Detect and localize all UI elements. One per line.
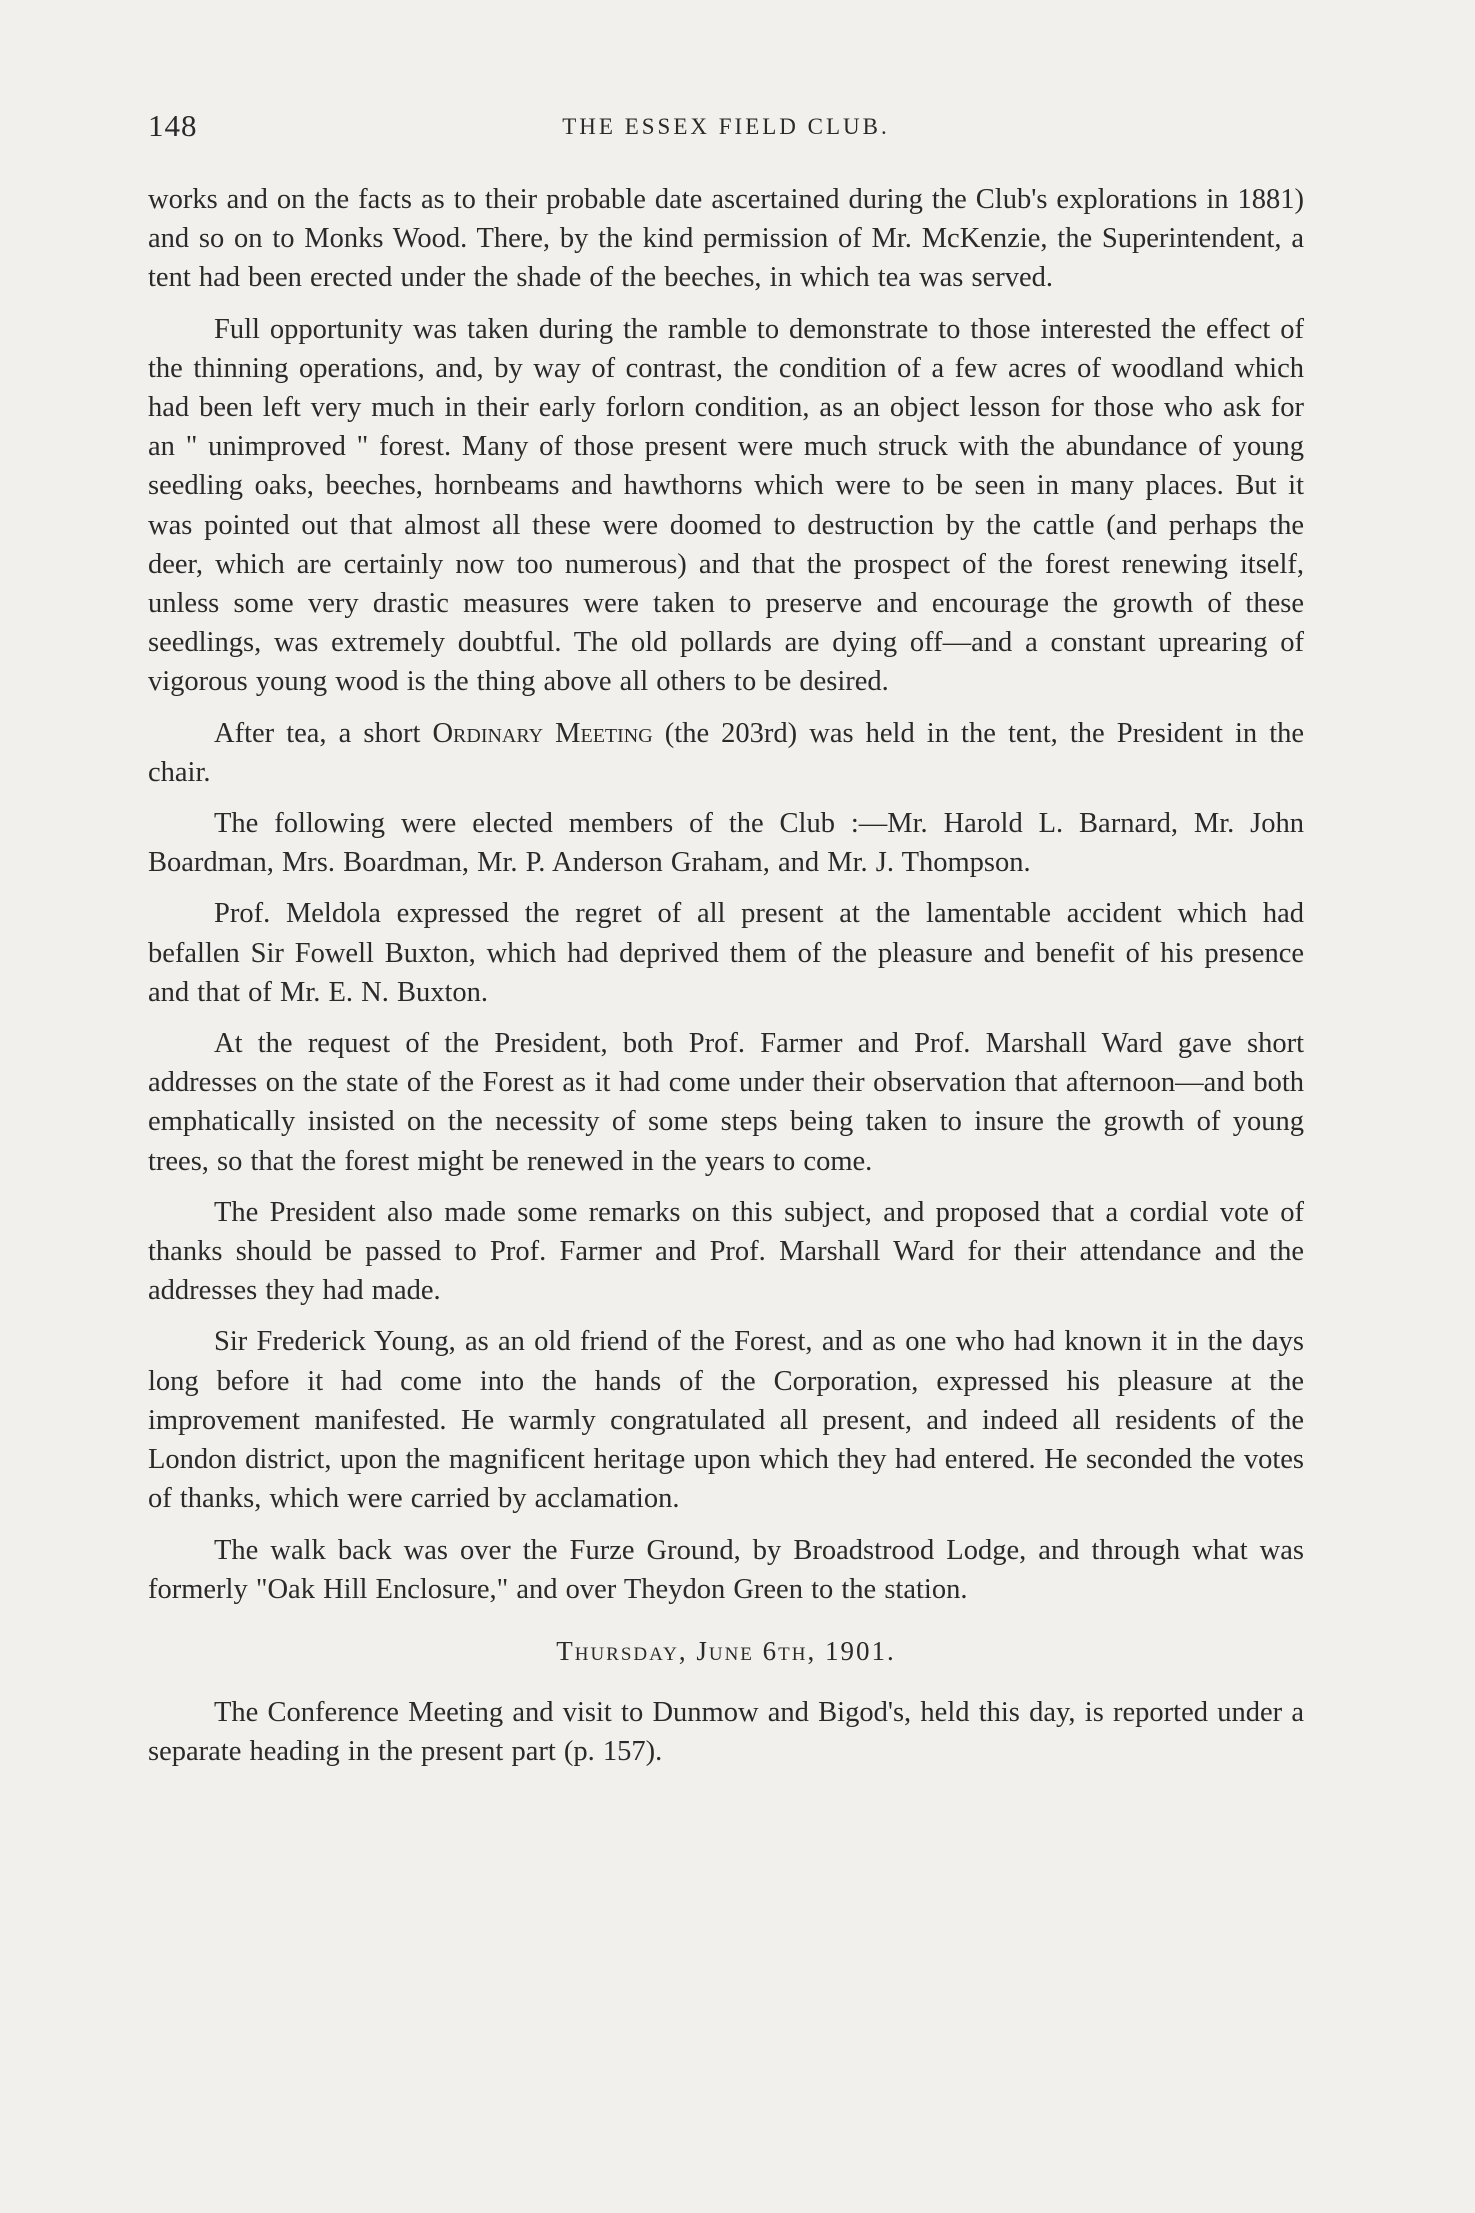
document-page xyxy=(148,108,1304,1783)
body-text xyxy=(148,180,1304,1771)
paragraph-frederick-young: Sir Frederick Young, as an old friend of the Forest, and as one who had known it in the days long before it had come into the hands of the Corporation, expressed his pleasure at the improvement manifested. He warmly congratulated all present, and indeed all residents of the London district, upon the magnificent heritage upon which they had entered. He seconded the votes of thanks, which were carried by acclamation. xyxy=(148,1326,1304,1515)
meeting-text-after: (the 203rd) was held in the tent, the President in the chair. xyxy=(148,717,1305,788)
paragraph-ordinary-meeting xyxy=(148,714,1304,792)
paragraph-conference-meeting: The Conference Meeting and visit to Dunmow and Bigod's, held this day, is reported under a separate heading in the present part (p. 157). xyxy=(148,1696,1304,1768)
paragraph-walk-back: The walk back was over the Furze Ground, by Broadstrood Lodge, and through what was formerly "Oak Hill Enclosure," and over Theydon Green to the station. xyxy=(148,1534,1304,1605)
journal-title: THE ESSEX FIELD CLUB. xyxy=(562,114,890,139)
date-heading: Thursday, June 6th, 1901. xyxy=(556,1635,896,1666)
running-head xyxy=(148,108,1304,154)
page-number: 148 xyxy=(148,108,198,143)
meeting-name-smallcaps: Ordinary Meeting xyxy=(432,717,653,749)
paragraph-meldola-regret: Prof. Meldola expressed the regret of all present at the lamentable accident which had befallen Sir Fowell Buxton, which had deprived them of the pleasure and benefit of his presence and that of Mr. E. N. Buxton. xyxy=(148,898,1304,1008)
paragraph-addresses: At the request of the President, both Prof. Farmer and Prof. Marshall Ward gave short addresses on the state of the Forest as it had come under their observation that afternoon—and both emphatically insisted on the necessity of some steps being taken to insure the growth of young trees, so that the forest might be renewed in the years to come. xyxy=(148,1028,1304,1177)
paragraph-forest-thinning: Full opportunity was taken during the ramble to demonstrate to those interested the effect of the thinning operations, and, by way of contrast, the condition of a few acres of woodland which had been left very much in their early forlorn condition, as an object lesson for those who ask for an " unimproved " forest. Many of those present were much struck with the abundance of young seedling oaks, beeches, hornbeams and hawthorns which were to be seen in many places. But it was pointed out that almost all these were doomed to destruction by the cattle (and perhaps the deer, which are certainly now too numerous) and that the prospect of the forest renewing itself, unless some very drastic measures were taken to preserve and encourage the growth of these seedlings, was extremely doubtful. The old pollards are dying off—and a constant uprearing of vigorous young wood is the thing above all others to be desired. xyxy=(148,313,1304,698)
paragraph-continuation: works and on the facts as to their probable date ascertained during the Club's explorations in 1881) and so on to Monks Wood. There, by the kind permission of Mr. McKenzie, the Superintendent, a tent had been erected under the shade of the beeches, in which tea was served. xyxy=(148,184,1304,294)
paragraph-vote-of-thanks: The President also made some remarks on this subject, and proposed that a cordial vote of thanks should be passed to Prof. Farmer and Prof. Marshall Ward for their attendance and the addresses they had made. xyxy=(148,1196,1304,1307)
paragraph-new-members: The following were elected members of the Club :—Mr. Harold L. Barnard, Mr. John Boardman, Mrs. Boardman, Mr. P. Anderson Graham, and Mr. J. Thompson. xyxy=(148,808,1304,879)
meeting-text-before: After tea, a short xyxy=(214,717,421,749)
